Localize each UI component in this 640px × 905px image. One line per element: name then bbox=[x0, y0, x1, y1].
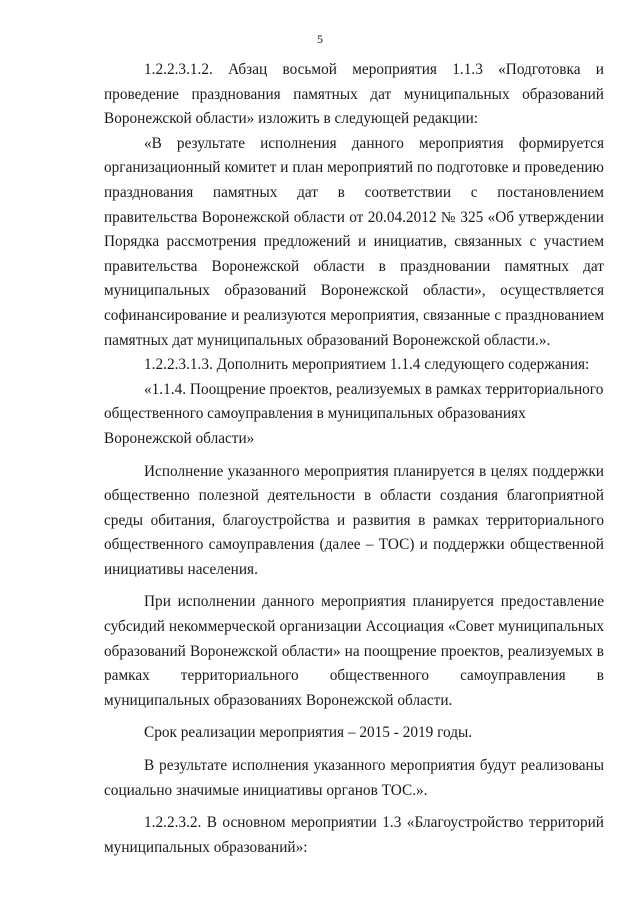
paragraph-subsidies: При исполнении данного мероприятия планируется предоставление субсидий некоммерческой организации Ассоциация «Совет муниципальных образований Воронежской области» на поощрение проектов, реализуемых в рамках территориального общественного самоуправления в муниципальных образованиях Воронежской области. bbox=[104, 593, 604, 709]
paragraph-result: В результате исполнения указанного мероприятия будут реализованы социально значимые инициативы органов ТОС.». bbox=[104, 757, 604, 799]
page-number: 5 bbox=[317, 32, 323, 46]
paragraph-term: Срок реализации мероприятия – 2015 - 2019 годы. bbox=[144, 724, 473, 742]
paragraph-amendment-1-1-3: 1.2.2.3.1.2. Абзац восьмой мероприятия 1.1.3 «Подготовка и проведение празднования памятных дат муниципальных образований Воронежской области» изложить в следующей редакции: bbox=[104, 61, 604, 128]
paragraph-purpose: Исполнение указанного мероприятия планируется в целях поддержки общественно полезной деятельности в области создания благоприятной среды обитания, благоустройства и развития в рамках территориального общественного самоуправления (далее – ТОС) и поддержки общественной инициативы населения. bbox=[104, 462, 604, 578]
paragraph-amendment-1-3: 1.2.2.3.2. В основном мероприятии 1.3 «Благоустройство территорий муниципальных образований»: bbox=[104, 814, 604, 856]
paragraph-add-1-1-4: 1.2.2.3.1.3. Дополнить мероприятием 1.1.4 следующего содержания: bbox=[144, 356, 590, 374]
paragraph-new-wording: «В результате исполнения данного мероприятия формируется организационный комитет и план мероприятий по подготовке и проведению празднования памятных дат в соответствии с постановлением правительства Воронежской области от 20.04.2012 № 325 «Об утверждении Порядка рассмотрения предложений и инициатив, связанных с участием правительства Воронежской области в праздновании памятных дат муниципальных образований Воронежской области», осуществляется софинансирование и реализуются мероприятия, связанные с празднованием памятных дат муниципальных образований Воронежской области.». bbox=[104, 134, 604, 349]
paragraph-measure-title: «1.1.4. Поощрение проектов, реализуемых в рамках территориального общественного самоуправления в муниципальных образованиях Воронежской области» bbox=[104, 380, 604, 447]
document-body bbox=[104, 58, 604, 860]
